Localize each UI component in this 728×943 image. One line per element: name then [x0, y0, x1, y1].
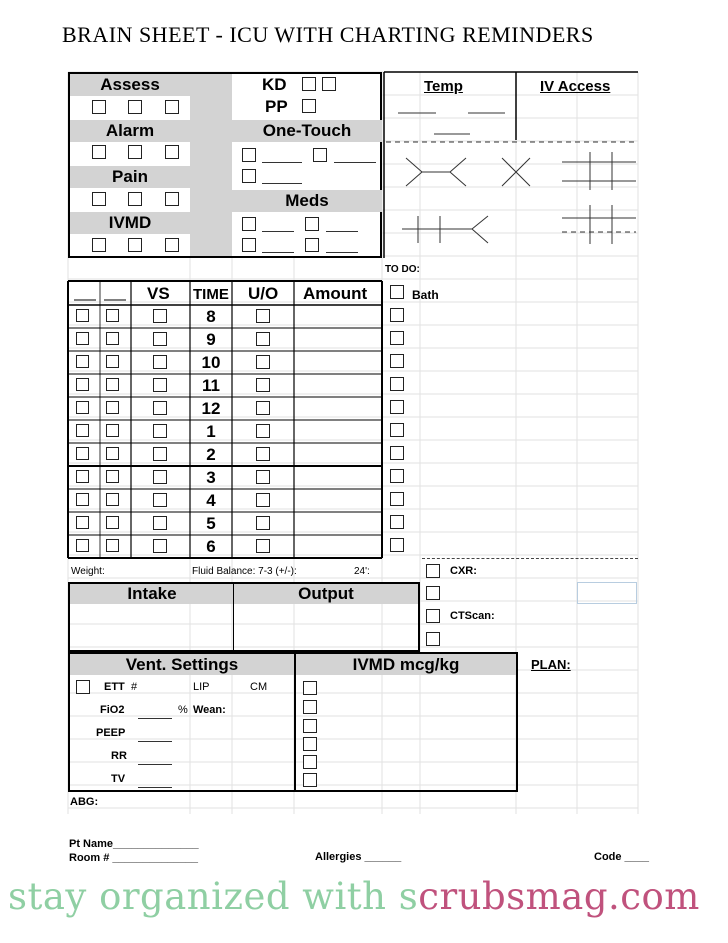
- vent-settings-header: Vent. Settings: [70, 654, 294, 675]
- uo-checkbox[interactable]: [256, 378, 270, 392]
- footer-text-green: stay organized with s: [8, 875, 419, 918]
- meds-header: Meds: [232, 190, 382, 212]
- rr-label: RR: [111, 750, 127, 762]
- vitals-check-b[interactable]: [106, 516, 119, 529]
- alarm-header: Alarm: [70, 120, 190, 142]
- time-label: 5: [206, 514, 216, 533]
- fio2-label: FiO2: [100, 704, 125, 716]
- ivmd-mcg-checkbox-2[interactable]: [303, 700, 317, 714]
- todo-checkbox[interactable]: [390, 469, 404, 483]
- vitals-check-a[interactable]: [76, 516, 89, 529]
- pain-header: Pain: [70, 166, 190, 188]
- vitals-check-b[interactable]: [106, 424, 119, 437]
- time-label: 4: [206, 491, 216, 510]
- vs-checkbox[interactable]: [153, 401, 167, 415]
- vitals-check-a[interactable]: [76, 539, 89, 552]
- selected-cell[interactable]: [577, 582, 637, 604]
- time-label: 1: [206, 422, 216, 441]
- intake-header: Intake: [70, 584, 234, 604]
- time-label: 9: [206, 330, 216, 349]
- ivmd-mcg-checkbox-1[interactable]: [303, 681, 317, 695]
- iv-access-label: IV Access: [540, 78, 611, 95]
- pp-label: PP: [265, 97, 288, 116]
- pt-name-field[interactable]: Pt Name______________: [69, 838, 199, 850]
- cm-label: CM: [250, 681, 268, 693]
- ivmd-mcg-checkbox-3[interactable]: [303, 719, 317, 733]
- footer-text-c: c: [418, 875, 440, 918]
- cxr-label: CXR:: [450, 565, 477, 577]
- time-label: 6: [206, 537, 216, 556]
- vitals-check-a[interactable]: [76, 447, 89, 460]
- uo-checkbox[interactable]: [256, 470, 270, 484]
- time-label: 8: [206, 307, 216, 326]
- vs-checkbox[interactable]: [153, 493, 167, 507]
- vitals-check-b[interactable]: [106, 539, 119, 552]
- ivmd-mcg-checkbox-6[interactable]: [303, 773, 317, 787]
- allergies-field[interactable]: Allergies ______: [315, 851, 402, 863]
- ctscan-label: CTScan:: [450, 610, 495, 622]
- ett-label: ETT: [104, 681, 125, 693]
- time-label: 2: [206, 445, 216, 464]
- cxr-checkbox[interactable]: [426, 564, 440, 578]
- vitals-check-b[interactable]: [106, 447, 119, 460]
- time-label: 10: [201, 353, 221, 372]
- vitals-check-b[interactable]: [106, 332, 119, 345]
- vs-checkbox[interactable]: [153, 539, 167, 553]
- lip-label: LIP: [193, 681, 210, 693]
- footer-tagline: [8, 875, 700, 918]
- vitals-check-a[interactable]: [76, 470, 89, 483]
- todo-checkbox[interactable]: [390, 492, 404, 506]
- time-label: 3: [206, 468, 216, 487]
- ctscan-checkbox-3[interactable]: [426, 632, 440, 646]
- todo-label: TO DO:: [385, 264, 420, 275]
- percent-label: %: [178, 704, 188, 716]
- ett-number-label: #: [131, 681, 138, 693]
- abg-label: ABG:: [70, 796, 99, 808]
- todo-checkbox[interactable]: [390, 331, 404, 345]
- temp-label: Temp: [424, 78, 463, 95]
- vitals-check-b[interactable]: [106, 401, 119, 414]
- room-field[interactable]: Room # ______________: [69, 852, 199, 864]
- vitals-check-b[interactable]: [106, 309, 119, 322]
- time-label: 11: [202, 376, 220, 395]
- plan-label: PLAN:: [531, 657, 571, 672]
- todo-divider: [422, 558, 638, 559]
- uo-checkbox[interactable]: [256, 332, 270, 346]
- tv-label: TV: [111, 773, 126, 785]
- ett-checkbox[interactable]: [76, 680, 90, 694]
- wean-label: Wean:: [193, 704, 226, 716]
- todo-checkbox[interactable]: [390, 377, 404, 391]
- uo-checkbox[interactable]: [256, 539, 270, 553]
- uo-checkbox[interactable]: [256, 516, 270, 530]
- ivmd-header: IVMD: [70, 212, 190, 234]
- todo-checkbox[interactable]: [390, 515, 404, 529]
- ivmd-mcg-checkbox-4[interactable]: [303, 737, 317, 751]
- vitals-check-a[interactable]: [76, 355, 89, 368]
- vitals-check-a[interactable]: [76, 309, 89, 322]
- kd-label: KD: [262, 75, 287, 94]
- bath-label: Bath: [412, 288, 439, 302]
- vitals-check-a[interactable]: [76, 378, 89, 391]
- todo-checkbox[interactable]: [390, 285, 404, 299]
- vs-checkbox[interactable]: [153, 378, 167, 392]
- vs-checkbox[interactable]: [153, 447, 167, 461]
- ctscan-checkbox-1[interactable]: [426, 586, 440, 600]
- uo-header: U/O: [248, 284, 279, 303]
- vs-checkbox[interactable]: [153, 355, 167, 369]
- sheet-title: BRAIN SHEET - ICU WITH CHARTING REMINDERS: [62, 22, 594, 47]
- todo-checkbox[interactable]: [390, 308, 404, 322]
- vitals-check-b[interactable]: [106, 470, 119, 483]
- uo-checkbox[interactable]: [256, 493, 270, 507]
- todo-checkbox[interactable]: [390, 400, 404, 414]
- peep-label: PEEP: [96, 727, 126, 739]
- code-field[interactable]: Code ____: [594, 851, 650, 863]
- todo-checkbox[interactable]: [390, 354, 404, 368]
- vs-checkbox[interactable]: [153, 309, 167, 323]
- weight-label: Weight:: [71, 566, 105, 577]
- ivmd-mcg-checkbox-5[interactable]: [303, 755, 317, 769]
- output-header: Output: [234, 584, 418, 604]
- vitals-check-a[interactable]: [76, 424, 89, 437]
- one-touch-header: One-Touch: [232, 120, 382, 142]
- vitals-check-a[interactable]: [76, 332, 89, 345]
- uo-checkbox[interactable]: [256, 355, 270, 369]
- vitals-check-a[interactable]: [76, 401, 89, 414]
- uo-checkbox[interactable]: [256, 447, 270, 461]
- vs-checkbox[interactable]: [153, 424, 167, 438]
- ctscan-checkbox-2[interactable]: [426, 609, 440, 623]
- vitals-check-b[interactable]: [106, 378, 119, 391]
- uo-checkbox[interactable]: [256, 401, 270, 415]
- time-label: 12: [201, 399, 221, 418]
- uo-checkbox[interactable]: [256, 309, 270, 323]
- fluid-24-label: 24':: [354, 566, 370, 577]
- amount-header: Amount: [303, 284, 368, 303]
- vs-checkbox[interactable]: [153, 516, 167, 530]
- time-header: TIME: [193, 286, 229, 303]
- assess-header: Assess: [70, 74, 190, 96]
- vitals-check-a[interactable]: [76, 493, 89, 506]
- vs-header: VS: [147, 284, 170, 303]
- ivmd-mcg-header: IVMD mcg/kg: [296, 654, 516, 675]
- todo-checkbox[interactable]: [390, 538, 404, 552]
- vitals-check-b[interactable]: [106, 493, 119, 506]
- fluid-balance-label: Fluid Balance: 7-3 (+/-):: [192, 566, 297, 577]
- footer-text-pink: rubsmag.com: [439, 875, 700, 918]
- todo-checkbox[interactable]: [390, 423, 404, 437]
- vitals-check-b[interactable]: [106, 355, 119, 368]
- vs-checkbox[interactable]: [153, 332, 167, 346]
- uo-checkbox[interactable]: [256, 424, 270, 438]
- todo-checkbox[interactable]: [390, 446, 404, 460]
- vs-checkbox[interactable]: [153, 470, 167, 484]
